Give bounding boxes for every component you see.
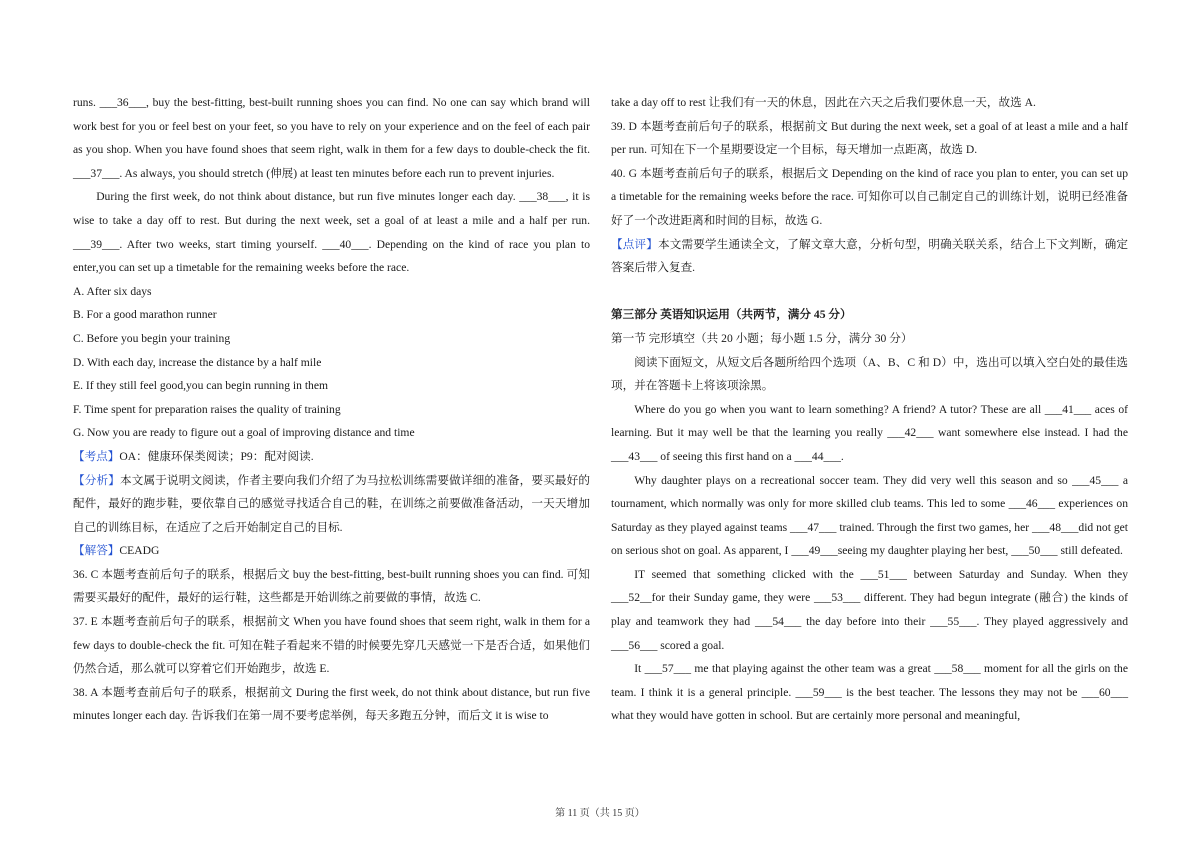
dianping-tag: 【点评】 (611, 237, 659, 251)
kaodian-section (73, 445, 590, 469)
option-e: E. If they still feel good,you can begin running in them (73, 379, 329, 393)
answer-37: 37. E 本题考查前后句子的联系，根据前文 When you have found shoes that seem right, walk in them for a few days to double-check the fit. 可知在鞋子看起来不错的时候要先穿几天感觉一下是否合适，如果他们仍然合适，那么就可以穿着它们开始跑步，故选 E. (73, 615, 590, 676)
page-footer: 第 11 页（共 15 页） (555, 808, 645, 819)
part3-heading: 第三部分 英语知识运用（共两节，满分 45 分） (611, 308, 852, 322)
fenxi-tag: 【分析】 (73, 473, 121, 487)
spacer (611, 280, 1128, 304)
cloze-paragraph-3: IT seemed that something clicked with the ___51___ between Saturday and Sunday. When they ___52__for their Sunday game, they were ___53___ different. They had begun integrate (融合) the kinds of play and teamwork they had ___54___ the day before into their ___55___. They played aggressively and ___56___ scored a goal. (611, 567, 1128, 652)
option-a: A. After six days (73, 284, 152, 298)
dianping-text: 本文需要学生通读全文，了解文章大意，分析句型，明确关联关系，结合上下文判断，确定答案后带入复查. (611, 237, 1128, 275)
answer-40: 40. G 本题考查前后句子的联系，根据后文 Depending on the kind of race you plan to enter, you can set up a timetable for the remaining weeks before the race. 可知你可以自己制定自己的训练计划，说明已经准备好了一个改进距离和时间的目标，故选 G. (611, 166, 1128, 227)
cloze-paragraph-1: Where do you go when you want to learn something? A friend? A tutor? These are all ___41___ aces of learning. But it may well be that the learning you really ___42___ want somewhere else instead. I had the ___43___ of seeing this first hand on a ___44___. (611, 402, 1128, 463)
option-g: G. Now you are ready to figure out a goal of improving distance and time (73, 426, 415, 440)
right-column (611, 91, 1128, 728)
fenxi-text: 本文属于说明文阅读，作者主要向我们介绍了为马拉松训练需要做详细的准备，要买最好的配件，最好的跑步鞋，要依靠自己的感觉寻找适合自己的鞋，在训练之前要做准备活动，一天天增加自己的训练目标，在适应了之后开始制定自己的目标. (73, 473, 590, 534)
left-column (73, 91, 590, 728)
cloze-paragraph-2: Why daughter plays on a recreational soccer team. They did very well this season and so ___45___ a tournament, which normally was only for more skilled club teams. This led to some ___46___ experiences on Saturday as they played against teams ___47___ trained. Through the first two games, her ___48___did not get on serious shot on goal. As apparent, I ___49___seeing my daughter playing her best, ___50___ still defeated. (611, 473, 1128, 558)
jieda-section (73, 539, 590, 563)
option-b: B. For a good marathon runner (73, 308, 217, 322)
option-f: F. Time spent for preparation raises the quality of training (73, 402, 341, 416)
answer-38-continued: take a day off to rest 让我们有一天的休息，因此在六天之后我们要休息一天，故选 A. (611, 96, 1036, 109)
section1-heading: 第一节 完形填空（共 20 小题；每小题 1.5 分，满分 30 分） (611, 331, 913, 345)
fenxi-section (73, 469, 590, 540)
dianping-section (611, 233, 1128, 280)
option-c: C. Before you begin your training (73, 331, 231, 345)
passage-paragraph-1: runs. ___36___, buy the best-fitting, best-built running shoes you can find. No one can say which brand will work best for you or feel best on your feet, so you have to rely on your experience and on the feel of each pair as you shop. When you have found shoes that seem right, walk in them for a few days to double-check the fit. ___37___. As always, you should stretch (伸展) at least ten minutes before each run to prevent injuries. (73, 96, 590, 180)
cloze-instruction: 阅读下面短文，从短文后各题所给四个选项（A、B、C 和 D）中，选出可以填入空白处的最佳选项，并在答题卡上将该项涂黑。 (611, 355, 1128, 393)
cloze-paragraph-4: It ___57___ me that playing against the other team was a great ___58___ moment for all the girls on the team. I think it is a general principle. ___59___ is the best teacher. The lessons they may not be ___60___ what they would have gotten in school. But are certainly more personal and meaningful, (611, 662, 1128, 723)
option-d: D. With each day, increase the distance by a half mile (73, 355, 322, 369)
jieda-text: CEADG (119, 544, 160, 558)
answer-36: 36. C 本题考查前后句子的联系，根据后文 buy the best-fitting, best-built running shoes you can find. 可知需要买最好的配件，最好的运行鞋，这些都是开始训练之前要做的事情，故选 C. (73, 567, 590, 605)
passage-paragraph-2: During the first week, do not think about distance, but run five minutes longer each day. ___38___, it is wise to take a day off to rest. But during the next week, set a goal of at least a mile and a half per run. ___39___. After two weeks, start timing yourself. ___40___. Depending on the kind of race you plan to enter,you can set up a timetable for the remaining weeks before the race. (73, 190, 590, 275)
jieda-tag: 【解答】 (73, 544, 120, 558)
answer-38: 38. A 本题考查前后句子的联系，根据前文 During the first week, do not think about distance, but run five minutes longer each day. 告诉我们在第一周不要考虑举例，每天多跑五分钟，而后文 it is wise to (73, 685, 590, 723)
kaodian-text: OA：健康环保类阅读；P9：配对阅读. (119, 449, 314, 463)
answer-39: 39. D 本题考查前后句子的联系，根据前文 But during the next week, set a goal of at least a mile and a half per run. 可知在下一个星期要设定一个目标，每天增加一点距离，故选 D. (611, 119, 1128, 157)
kaodian-tag: 【考点】 (73, 449, 120, 463)
